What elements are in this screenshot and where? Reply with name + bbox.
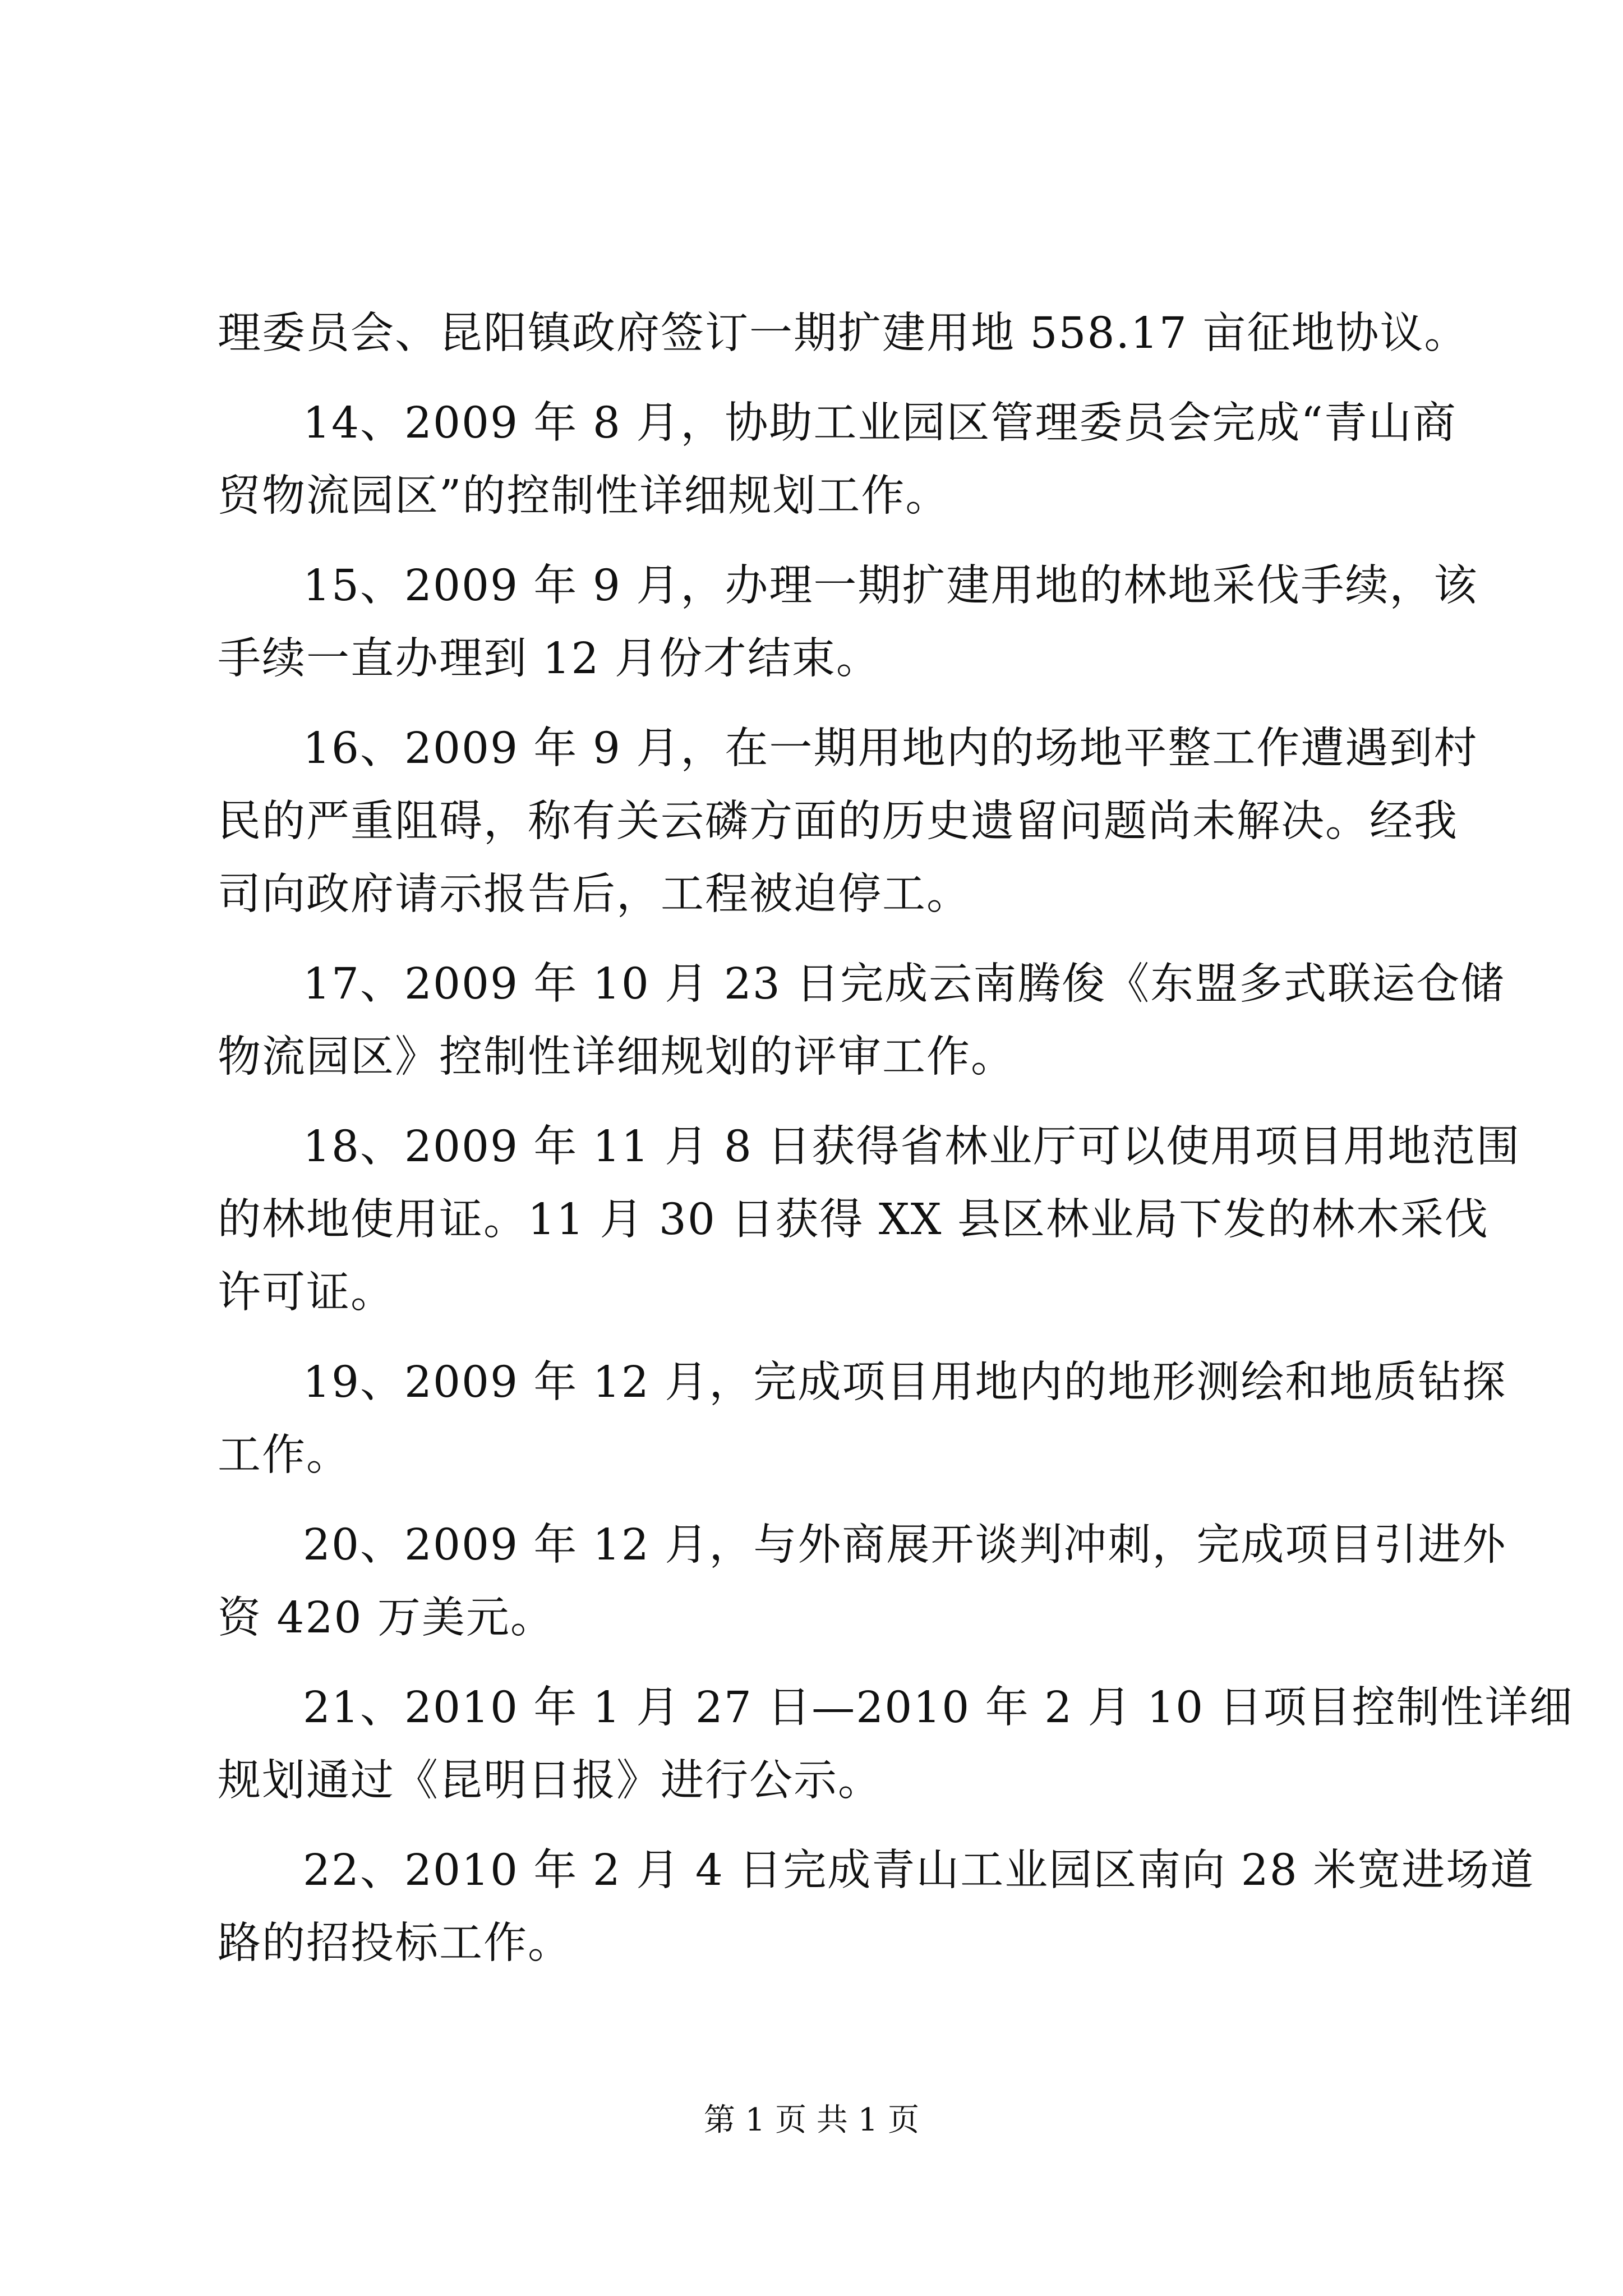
paragraph-line: 理委员会、昆阳镇政府签订一期扩建用地 558.17 亩征地协议。	[218, 309, 1469, 358]
paragraph-item-19	[218, 1346, 1507, 1492]
paragraph-item-18	[218, 1111, 1521, 1329]
paragraph-line: 16、2009 年 9 月，在一期用地内的场地平整工作遭遇到村	[303, 724, 1478, 774]
paragraph-item-15	[218, 550, 1478, 696]
paragraph-item-14	[218, 387, 1457, 533]
paragraph-line: 20、2009 年 12 月，与外商展开谈判冲刺，完成项目引进外	[303, 1520, 1507, 1570]
paragraph-line: 路的招投标工作。	[218, 1918, 572, 1968]
paragraph-line: 民的严重阻碍，称有关云磷方面的历史遗留问题尚未解决。经我	[218, 797, 1458, 846]
paragraph-continuation	[218, 297, 1469, 370]
paragraph-line: 许可证。	[218, 1268, 395, 1318]
paragraph-line: 22、2010 年 2 月 4 日完成青山工业园区南向 28 米宽进场道	[303, 1846, 1535, 1895]
paragraph-line: 物流园区》控制性详细规划的评审工作。	[218, 1032, 1015, 1082]
paragraph-line: 司向政府请示报告后，工程被迫停工。	[218, 869, 971, 919]
paragraph-item-16	[218, 712, 1478, 931]
paragraph-line: 工作。	[218, 1430, 351, 1480]
paragraph-line: 手续一直办理到 12 月份才结束。	[218, 634, 880, 684]
paragraph-line: 18、2009 年 11 月 8 日获得省林业厅可以使用项目用地范围	[303, 1122, 1521, 1172]
paragraph-line: 19、2009 年 12 月，完成项目用地内的地形测绘和地质钻探	[303, 1358, 1507, 1407]
page-footer: 第 1 页 共 1 页	[703, 2102, 920, 2138]
paragraph-line: 的林地使用证。11 月 30 日获得 XX 县区林业局下发的林木采伐	[218, 1195, 1489, 1245]
paragraph-line: 资 420 万美元。	[218, 1593, 555, 1643]
paragraph-line: 贸物流园区”的控制性详细规划工作。	[218, 471, 950, 521]
paragraph-line: 规划通过《昆明日报》进行公示。	[218, 1756, 882, 1806]
paragraph-line: 21、2010 年 1 月 27 日—2010 年 2 月 10 日项目控制性详细	[303, 1683, 1574, 1733]
paragraph-item-21	[218, 1672, 1574, 1818]
paragraph-item-22	[218, 1834, 1535, 1980]
paragraph-line: 17、2009 年 10 月 23 日完成云南腾俊《东盟多式联运仓储	[303, 959, 1505, 1009]
document-body	[218, 297, 1574, 1997]
paragraph-item-20	[218, 1509, 1507, 1655]
paragraph-line: 14、2009 年 8 月，协助工业园区管理委员会完成“青山商	[303, 398, 1457, 448]
paragraph-line: 15、2009 年 9 月，办理一期扩建用地的林地采伐手续，该	[303, 561, 1478, 611]
paragraph-item-17	[218, 948, 1505, 1094]
